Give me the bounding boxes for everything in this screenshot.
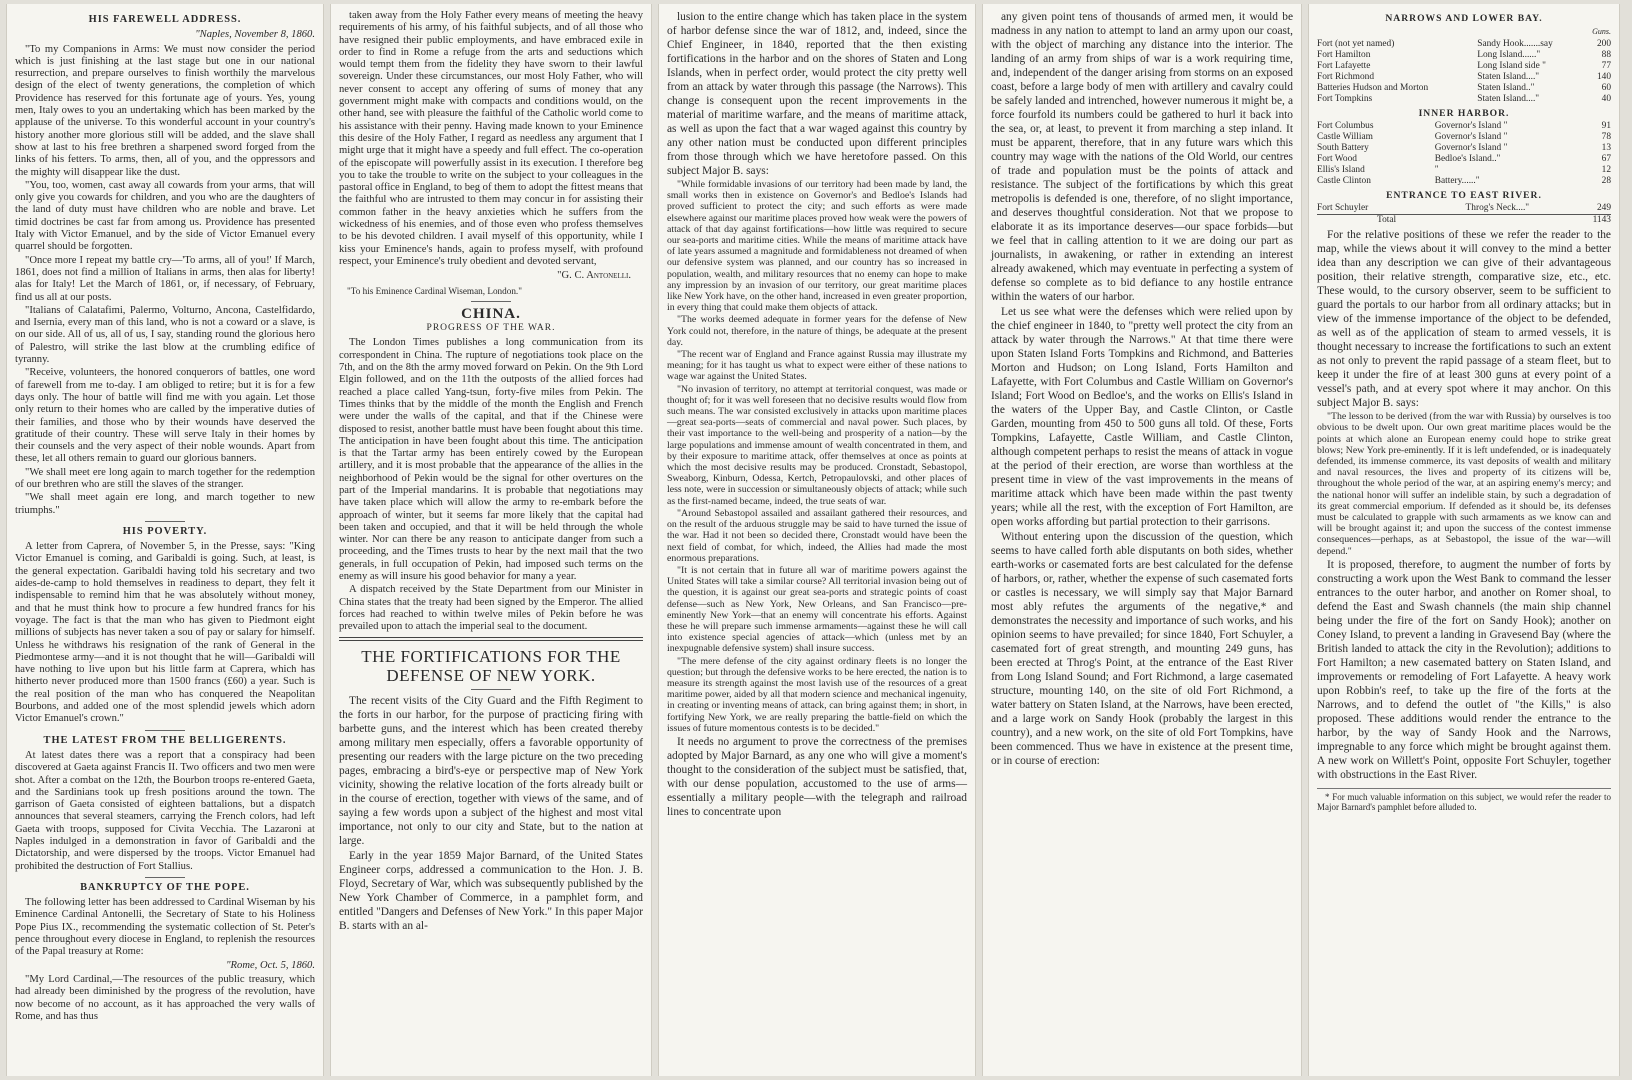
farewell-para: "To my Companions in Arms: We must now consider the period which is just finishing at the last stage but one in our national resurrection, and prepare ourselves to finish worthily the marvelous design of the elect of twenty generations, the completion of which Providence has reserved for this fortunate age of yours. Yes, young men, Italy owes to you an undertaking which has been marked by the applause of the universe. To this wonderful account in your country's history another more glorious still will be added, and the slave shall show at last to his free brethren a sharpened sword forged from the links of his fetters. To arms, then, all of you, and the oppressors and the mighty will disappear like the dust.	[15, 43, 315, 178]
narrows-table	[1317, 39, 1611, 105]
china-subheading: PROGRESS OF THE WAR.	[426, 323, 556, 334]
divider	[145, 877, 185, 878]
farewell-para: "Once more I repeat my battle cry—'To arms, all of you!' If March, 1861, does not find a million of Italians in arms, then alas for liberty! alas for Italy! Let the March of 1861, or, if necessary, of February, find us all at our posts.	[15, 254, 315, 303]
fort-location: Staten Island...."	[1477, 71, 1540, 82]
barnard-quote: "It is not certain that in future all war of maritime powers against the United States will take a similar course? All territorial invasion being out of the question, it is against our great sea-ports and strategic points of coast defense—such as New York, New Orleans, and San Francisco—pre-eminently New York—that an enemy will concentrate his efforts. Against these he will prepare such immense armaments—against these he will call into existence special agencies of attack—which (unless met by an inexpugnable defensive system) shall insure success.	[667, 564, 967, 655]
divider	[145, 730, 185, 731]
fort-name: Fort Schuyler	[1317, 203, 1369, 214]
fort-location: Staten Island.."	[1477, 82, 1535, 93]
fort-guns: 77	[1601, 60, 1611, 71]
column-3-intro	[667, 10, 967, 178]
farewell-dateline: "Naples, November 8, 1860.	[195, 29, 315, 41]
barnard-quote: "While formidable invasions of our territory had been made by land, the small works then in existence on Governor's and Bedloe's Islands had proved sufficient to protect the city; and such efforts as were made elsewhere against our maritime places proved how weak were the powers of attack of that day against fortifications—how little was required to secure our sea-ports and maritime cities. While the means of maritime attack have of late years assumed a magnitude and formidableness not dreamed of when our defensive system was planned, and our country has so increased in population, wealth, and military resources that no enemy can hope to make any impression by an invasion of our territory, our great maritime places like New York have, on the other hand, increased in even greater proportion, in every thing that could make them objects of attack.	[667, 179, 967, 314]
farewell-para: "Receive, volunteers, the honored conquerors of battles, one word of farewell from me to-day. I am obliged to retire; but it is for a few days only. The hour of battle will find me with you again. Let those only return to their homes who are called by the imperative duties of their families, and those who by their wounds have deserved the gratitude of their country. These will serve Italy in their homes by their counsels and the very aspect of their noble wounds. Apart from these, let all others remain to guard our glorious banners.	[15, 367, 315, 465]
column-5-body	[1317, 228, 1611, 410]
divider	[145, 521, 185, 522]
total-value: 1143	[1592, 215, 1611, 226]
fort-name: Fort (not yet named)	[1317, 38, 1395, 49]
bankruptcy-para: The following letter has been addressed to Cardinal Wiseman by his Eminence Cardinal Antonelli, the Secretary of State to his Holiness Pope Pius IX., recommending the systematic collection of St. Peter's pence throughout every diocese in England, to replenish the resources of the Papal treasury at Rome:	[15, 897, 315, 958]
column-5-closing-block	[1317, 558, 1611, 782]
fort-row	[1317, 165, 1611, 176]
fort-row	[1317, 50, 1611, 61]
fort-location: Staten Island...."	[1477, 93, 1540, 104]
double-rule	[339, 637, 643, 641]
fort-row	[1317, 143, 1611, 154]
fort-guns: 200	[1596, 38, 1611, 49]
letter-start: "My Lord Cardinal,—The resources of the public treasury, which had already been diminished by the progress of the revolution, have now become of no account, as it has approached the very walls of Rome, and has thus	[15, 973, 315, 1022]
fort-location: Bedloe's Island.."	[1434, 153, 1501, 164]
fort-location: Governor's Island "	[1434, 131, 1508, 142]
column-5-quote: "The lesson to be derived (from the war with Russia) by ourselves is too obvious to be dwelt upon. Our own great maritime places would be the points at which alone an European enemy could hope to strike great blows; New York pre-eminently. If it is left undefended, or is inadequately defended, its immense commerce, its vast deposits of wealth and military and naval resources, the lives and property of its citizens will be, throughout the whole period of the war, at an aspiring enemy's mercy; and the national honor will suffer an indelible stain, by such a degradation of its great commercial emporium. If defended as it should be, its defenses must be calculated to grapple with such armaments as we know can and will be brought against it; and upon the success of the contest immense consequences—perhaps, as at Sebastopol, the issue of the war—will depend."	[1317, 411, 1611, 557]
fort-name: Fort Lafayette	[1317, 60, 1371, 71]
fort-name: Castle William	[1317, 131, 1373, 142]
column-2	[330, 4, 652, 1076]
barnard-quote: "The recent war of England and France against Russia may illustrate my meaning; for it has taught us what to expect were either of these nations to wage war against the United States.	[667, 349, 967, 383]
belligerents-heading: THE LATEST FROM THE BELLIGERENTS.	[43, 734, 287, 746]
poverty-para: A letter from Caprera, of November 5, in the Presse, says: "King Victor Emanuel is coming, and Garibaldi is going. Such, at least, is the general expectation. Garibaldi having told his secretary and two aides-de-camp to hold themselves in readiness to depart, they felt it indispensable to remind him that he was absolutely without money, and that he must think how to procure a few hundred francs for his voyage. The fact is that the man who has given to Piedmont eight millions of subjects has never taken a sou of pay or salary for himself. Unless he withdraws his resignation of the rank of General in the Piedmontese army—and it is not thought that he will—Garibaldi will have nothing to live upon but his little farm at Caprera, which has hitherto never produced more than 1500 francs (£60) a year. Such is the real position of the man who has conquered the Neapolitan Bourbons, and added one of the most splendid jewels which adorn Victor Emanuel's crown."	[15, 541, 315, 725]
letter-signature: "G. C. Antonelli.	[557, 270, 631, 282]
fort-row	[1317, 39, 1611, 50]
fortifications-body	[339, 694, 643, 933]
fortifications-para: The recent visits of the City Guard and the Fifth Regiment to the forts in our harbor, for the purpose of practicing firing with barbette guns, and the interest which has been created thereby among military men especially, offers a favorable opportunity of presenting our readers with the large picture on the two preceding pages, embracing a bird's-eye or perspective map of New York vicinity, showing the relative location of the forts already built or in the course of erection, together with views of the same, and of saying a few words upon a subject of the highest and most vital importance, not only to our city and State, but to the nation at large.	[339, 694, 643, 847]
fort-location: Long Island......"	[1477, 49, 1541, 60]
farewell-heading: HIS FAREWELL ADDRESS.	[88, 14, 242, 25]
fort-guns: 78	[1601, 131, 1611, 142]
belligerents-para: At latest dates there was a report that a conspiracy had been discovered at Gaeta against Francis II. Two officers and two men were shot. After a combat on the 12th, the Bourbon troops re-entered Gaeta, and the Sardinians took up fresh positions around the town. The garrison of Gaeta consisted of eighteen battalions, but a dispatch announces that several steamers, carrying the French colors, had left Gaeta with troops, supposed for Civita Vecchia. The Lazaroni at Naples indulged in a demonstration in favor of Garibaldi and the Dictatorship, and were dispersed by the troops. Victor Emanuel had prohibited the destruction of Fort Stallius.	[15, 749, 315, 872]
fort-guns: 67	[1601, 153, 1611, 164]
narrows-table-heading: NARROWS AND LOWER BAY.	[1385, 13, 1543, 24]
fort-name: Fort Tompkins	[1317, 93, 1373, 104]
divider	[471, 301, 511, 302]
china-para: The London Times publishes a long communication from its correspondent in China. The rupture of negotiations took place on the 7th, and on the 8th the army moved forward on Pekin. On the 9th Lord Elgin followed, and on the 11th the outposts of the allied forces had reached a place called Yang-tsun, forty-five miles from Pekin. The Times thinks that by the middle of the month the English and French were under the walls of the capital, and that if the Chinese were disposed to resist, another battle must have been fought about this time. The anticipation in have been fought about this time. The anticipation is that the Tartar army has been entirely cowed by the European artillery, and it is most probable that the appearance of the allies in the neighborhood of Pekin would be the signal for other overtures on the part of the Imperial mandarins. It is probable that negotiations may have taken place which will allow the army to re-embark before the approach of winter, but it seems far more likely that the capital had been taken and occupied, and that it will be held through the whole winter. Nor can there be any reason to anticipate danger from such a proceeding, and the Times trusts to hear by the next mail that the two generals, in full occupation of Pekin, had imposed such terms on the enemy as will insure his good behavior for many a year.	[339, 337, 643, 583]
fort-name: Fort Columbus	[1317, 120, 1374, 131]
fort-location: Battery......"	[1434, 175, 1480, 186]
barnard-quote: "No invasion of territory, no attempt at territorial conquest, was made or thought of; for it was well foreseen that no decisive results would flow from such means. The war consisted exclusively in attacks upon maritime places—great sea-ports—seats of commercial and naval power. Such places, by their vast importance to the well-being and prosperity of a nation—by the large populations and immense amount of wealth concentrated in them, and by their exposure to maritime attack, offer themselves at once as points at which the most decisive results may be produced. Cronstadt, Sebastopol, Sweaborg, Kinburn, Odessa, Kertch, Petropaulovski, and other places of less note, were in succession or simultaneously objects of attack; while such as the first-named became, indeed, the true seats of war.	[667, 383, 967, 507]
fort-guns: 60	[1601, 82, 1611, 93]
fort-row	[1317, 61, 1611, 72]
column-3-closing: It needs no argument to prove the correctness of the premises adopted by Major Barnard, as any one who will give a moment's thought to the consideration of the subject must be satisfied, that, with our dense population, accustomed to the use of arms—essentially a military people—with the telegraph and railroad lines to concentrate upon	[667, 735, 967, 818]
fort-row	[1317, 94, 1611, 105]
fortifications-para: Early in the year 1859 Major Barnard, of the United States Engineer corps, addressed a communication to the Hon. J. B. Floyd, Secretary of War, which was subsequently published by the New York Chamber of Commerce, in a pamphlet form, and entitled "Dangers and Defenses of New York." In this paper Major B. starts with an al-	[339, 849, 643, 932]
divider	[471, 689, 511, 690]
fort-row	[1317, 83, 1611, 94]
column-4-body	[991, 10, 1293, 768]
china-heading: CHINA.	[461, 305, 521, 322]
fort-guns: 140	[1596, 71, 1611, 82]
east-river-table	[1317, 203, 1611, 226]
total-row	[1317, 215, 1611, 227]
bankruptcy-heading: BANKRUPTCY OF THE POPE.	[80, 881, 250, 893]
fort-location: Governor's Island "	[1434, 142, 1508, 153]
fort-row	[1317, 176, 1611, 187]
east-river-heading: ENTRANCE TO EAST RIVER.	[1386, 189, 1542, 201]
fort-location: Long Island side "	[1477, 60, 1546, 71]
fortifications-heading: THE FORTIFICATIONS FOR THE DEFENSE OF NEW YORK.	[361, 646, 621, 685]
inner-harbor-table	[1317, 121, 1611, 187]
fort-row	[1317, 154, 1611, 165]
fort-name: Fort Wood	[1317, 153, 1357, 164]
barnard-quote: "The works deemed adequate in former years for the defense of New York could not, therefore, in the nature of things, be adequate at the present day.	[667, 314, 967, 348]
footnote: * For much valuable information on this subject, we would refer the reader to Major Barnard's pamphlet before alluded to.	[1317, 788, 1611, 813]
poverty-heading: HIS POVERTY.	[122, 525, 208, 537]
total-label: Total	[1377, 215, 1397, 226]
fort-name: South Battery	[1317, 142, 1369, 153]
column-5	[1308, 4, 1620, 1076]
fort-guns: 13	[1601, 142, 1611, 153]
fort-guns: 91	[1601, 120, 1611, 131]
column-5-para: For the relative positions of these we refer the reader to the map, while the views about it will convey to the mind a better idea than any description we can give of their advantageous position, their relative strength, comparative size, etc., etc. These would, to the cursory observer, seem to be sufficient to guard the portals to our harbor from all ordinary attacks; but in view of the immense importance of the object to be defended, as well as of the application of steam to armed vessels, it is thought necessary to increase the fortifications to such an extent as not only to prevent the rapid passage of a steam fleet, but to keep it under the fire of at least 300 guns at every point of a vessel's path, and at every spot where it may anchor. On this subject Major B. says:	[1317, 229, 1611, 410]
china-para: A dispatch received by the State Department from our Minister in China states that the treaty had been signed by the Emperor. The allied forces had reached to within twelve miles of Pekin before he was prevailed upon to attach the imperial seal to the document.	[339, 584, 643, 633]
fort-row	[1317, 121, 1611, 132]
column-3-closing-block	[667, 735, 967, 819]
fort-name: Fort Hamilton	[1317, 49, 1371, 60]
fort-location: Throg's Neck...."	[1465, 203, 1530, 214]
farewell-para: "We shall meet ere long again to march together for the redemption of our brethren who are still the slaves of the stranger.	[15, 466, 315, 490]
barnard-quote: "Around Sebastopol assailed and assailant gathered their resources, and on the result of the arduous struggle may be said to have turned the issue of the war. Had it not been so decided there, Cronstadt would have been the next field of combat, for which, indeed, the Allies had made the most enormous preparations.	[667, 507, 967, 564]
farewell-para: "Italians of Calatafimi, Palermo, Volturno, Ancona, Castelfidardo, and Isernia, every man of this land, who is not a coward or a slave, is on our side. All of us, all of us, I say, standing round the glorious hero of Palestro, will strike the last blow at the crumbling edifice of tyranny.	[15, 304, 315, 366]
fort-name: Castle Clinton	[1317, 175, 1371, 186]
bankruptcy-dateline: "Rome, Oct. 5, 1860.	[226, 959, 315, 971]
fort-location: Governor's Island "	[1434, 120, 1508, 131]
fort-guns: 249	[1596, 203, 1611, 214]
fort-name: Ellis's Island	[1317, 164, 1365, 175]
letter-address: "To his Eminence Cardinal Wiseman, London."	[347, 285, 522, 296]
column-3	[658, 4, 976, 1076]
farewell-para: "You, too, women, cast away all cowards from your arms, that will only give you cowards for children, and you who are the daughters of the land of duty must have children who are noble and brave. Let timid doctrines be cast far from among us. Providence has presented Italy with Victor Emanuel, and by the side of Victor Emanuel every quarrel should be forgotten.	[15, 179, 315, 253]
farewell-para: "We shall meet again ere long, and march together to new triumphs."	[15, 492, 315, 516]
fort-guns: 40	[1601, 93, 1611, 104]
fort-guns: 28	[1601, 175, 1611, 186]
fort-location: Sandy Hook.......say	[1477, 38, 1553, 49]
letter-continued: taken away from the Holy Father every means of meeting the heavy requirements of his army, of his faithful subjects, and of all those who have resigned their public employments, and have embraced exile in order to find in Rome a refuge from the arts and seductions which would tempt them from the fidelity they have sworn to their lawful sovereign. Under these circumstances, our most Holy Father, who will never consent to accept any offering of sums of money that any government might make with compacts and conditions would, on the other hand, see with pleasure the faithful of the Catholic world come to his assistance with their penny. Having made known to your Eminence this desire of the Holy Father, I regard as needless any argument that I might urge that it might have a speedy and full effect. The co-operation of the episcopate will powerfully assist in its execution. I therefore beg you to take the trouble to write on the subject to your colleagues in the pastoral office in England, to beg of them to adopt the fittest means that the faithful who are intrusted to them may concur in for assisting their common father in the heavy anxieties which he suffers from the wickedness of his enemies, and of those even who profess themselves to be his devoted children. I avail myself of this opportunity, while I kiss your Eminence's hands, again to profess myself, with profound respect, your Eminence's truly obedient and devoted servant,	[339, 10, 644, 267]
fort-location: "	[1434, 164, 1439, 175]
fort-row	[1317, 203, 1611, 215]
barnard-quote: "The mere defense of the city against ordinary fleets is no longer the question; but through the defensive works to be here erected, the nation is to measure its strength against the most lavish use of the resources of a great maritime power, aided by all that modern science and mechanical ingenuity, in creating or inventing means of attack, can bring against them; in short, in fortifying New York, we are really preparing the battle-field on which the issues of future momentous contests is to be decided."	[667, 655, 967, 734]
column-4-para: any given point tens of thousands of armed men, it would be madness in any nation to attempt to land an army upon our coast, with the object of marching any distance into the interior. The landing of an army from ships of war is a work requiring time, and, independent of the danger arising from storms on an exposed coast, before a large body of men with artillery and cavalry could be safely landed and intrenched, however numerous it might be, a force fourfold its numbers could be gathered to hurl it back into the sea, or, at least, to prevent it from marching a step inland. It must be apparent, therefore, that in any future wars which this country may wage with the nations of the Old World, our centres of trade and population must be the points of attack and resistance. The subject of the fortifications by which this great metropolis is defended is one, therefore, of no slight importance, and deserves thoughtful consideration. Not that we propose to elaborate it as its importance deserves—our space forbids—but we feel that in calling attention to it we are doing our part as journalists, in awakening, or rather in extending an interest already awakened, which may eventuate in perfecting a system of defense so complete as to bid defiance to any hostile entrance within the waters of our harbor.	[991, 11, 1293, 303]
column-5-closing: It is proposed, therefore, to augment the number of forts by constructing a work upon the West Bank to command the lesser entrances to the outer harbor, and another on Romer shoal, to defend the East and Swash channels (the main ship channel being under the fire of the fort on Sandy Hook); another on Coney Island, to prevent a landing in Gravesend Bay (where the British landed to attack the city in the Revolution); additions to Fort Hamilton; a new casemated battery on Staten Island, and improvements or remodeling of Fort Lafayette. A heavy work upon Robbin's reef, to take up the fire of the forts at the Narrows, and to defend the outlet of "the Kills," is also proposed. These additions would render the entrance to the harbor, by the way of Sandy Hook and the Narrows, impregnable to any force which might be brought against them. A new work on Willett's Point, opposite Fort Schuyler, together with obstructions in the East River.	[1317, 558, 1611, 781]
fort-guns: 88	[1601, 49, 1611, 60]
guns-label: Guns.	[1592, 27, 1611, 37]
column-4	[982, 4, 1302, 1076]
inner-harbor-heading: INNER HARBOR.	[1418, 107, 1510, 119]
fort-row	[1317, 132, 1611, 143]
fort-guns: 12	[1601, 164, 1611, 175]
column-1	[6, 4, 324, 1076]
column-4-para: Let us see what were the defenses which were relied upon by the chief engineer in 1840, to "pretty well protect the city from an attack by water through the Narrows." At that time there were upon Staten Island Forts Tompkins and Richmond, and Batteries Morton and Hudson; on Long Island, Forts Hamilton and Lafayette, with Fort Columbus and Castle William on Governor's Island; Fort Wood on Bedloe's, and the works on Ellis's Island in the waters of the Upper Bay, and Castle Clinton, or Castle Garden, mounting from 450 to 500 guns all told. Of these, Forts Tompkins, Lafayette, Castle William, and Castle Clinton, although competent perhaps to resist the means of attack in vogue at the period of their erection, are worse than worthless at the present time in view of the vast improvements in the means of maritime attack which have been made within the past twenty years; while all the rest, with the exception of Fort Hamilton, are open works affording but partial protection to their garrisons.	[991, 306, 1293, 528]
column-4-para: Without entering upon the discussion of the question, which seems to have called forth able disputants on both sides, whether earth-works or casemated forts are best calculated for the defense of harbors, or, rather, whether the expense of such casemated forts or castles is necessary, we will simply say that Major Barnard most ably refutes the arguments of the negative,* and demonstrates the necessity and importance of such works, and his opinion seems to have prevailed; for since 1840, Fort Schuyler, a casemated fort of great strength, and mounting 249 guns, has been erected at Throg's Point, at the entrance of the East River from Long Island Sound; and Fort Richmond, a large casemated structure, mounting 140, on the site of old Fort Richmond, a water battery on Staten Island, at the Narrows, have been erected, and a large work on Sandy Hook (probably the largest in this country), and a new work, on the site of old Fort Tompkins, have been commenced. Thus we have in existence at the present time, or in course of erection:	[991, 531, 1293, 767]
column-3-para: lusion to the entire change which has taken place in the system of harbor defense since the war of 1812, and, indeed, since the Chief Engineer, in 1840, reported that the then existing fortifications in the harbor and on the shores of Staten and Long Islands, when in perfect order, would protect the city pretty well from an attack by water through this passage (the Narrows). This change is consequent upon the recent improvements in the material of maritime warfare, and the means of maritime attack, as well as upon the fact that a war waged against this country by any other nation must be conducted upon different principles from those through which we have heretofore passed. On this subject Major B. says:	[667, 11, 967, 177]
fort-name: Batteries Hudson and Morton	[1317, 82, 1429, 93]
fort-name: Fort Richmond	[1317, 71, 1375, 82]
fort-row	[1317, 72, 1611, 83]
